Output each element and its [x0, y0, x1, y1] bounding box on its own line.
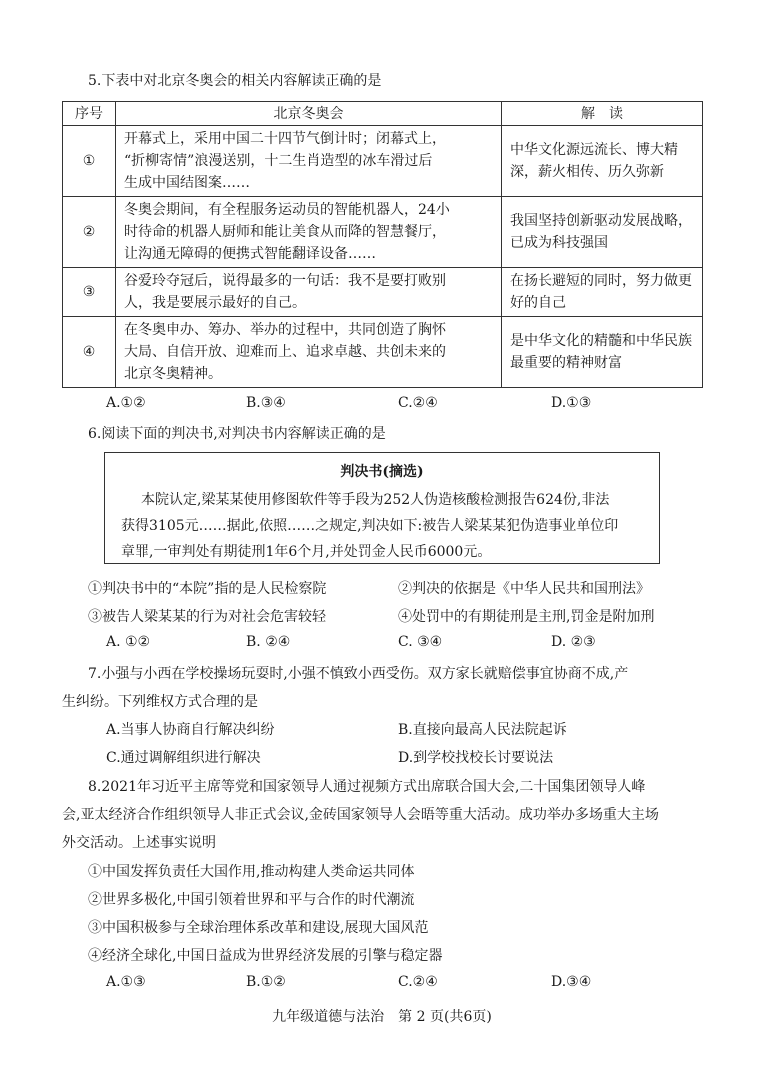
header-reading: 解 读	[502, 102, 703, 126]
row-content	[116, 317, 502, 388]
table-row	[63, 317, 703, 388]
q6-statement-2: ②判决的依据是《中华人民共和国刑法》	[398, 581, 650, 597]
reading-line: 深，薪火相传、历久弥新	[510, 164, 664, 180]
reading-line: 在扬长避短的同时，努力做更	[510, 273, 692, 289]
table-row	[63, 268, 703, 317]
q8-stem-line-3: 外交活动。上述事实说明	[62, 835, 216, 851]
option-b[interactable]: B. ②④	[246, 634, 291, 650]
option-b[interactable]: B.③④	[246, 395, 286, 411]
q8-stem-line-2: 会,亚太经济合作组织领导人非正式会议,金砖国家领导人会晤等重大活动。成功举办多场重大主场	[62, 807, 659, 823]
q6-statement-3: ③被告人梁某某的行为对社会危害较轻	[88, 609, 326, 625]
content-line: “折柳寄情”浪漫送别，十二生肖造型的冰车滑过后	[124, 153, 433, 169]
option-a[interactable]: A.①②	[106, 395, 146, 411]
q8-stem-line-1: 8.2021年习近平主席等党和国家领导人通过视频方式出席联合国大会,二十国集团领导人峰	[88, 779, 646, 795]
content-line: 人，我是要展示最好的自己。	[124, 295, 306, 311]
row-content	[116, 126, 502, 197]
q8-statement-3: ③中国积极参与全球治理体系改革和建设,展现大国风范	[88, 920, 429, 936]
option-d[interactable]: D.到学校找校长讨要说法	[398, 750, 554, 766]
content-line: 谷爱玲夺冠后，说得最多的一句话：我不是要打败别	[124, 273, 446, 289]
q7-stem-line-1: 7.小强与小西在学校操场玩耍时,小强不慎致小西受伤。双方家长就赔偿事宜协商不成,产	[88, 666, 629, 682]
row-reading	[502, 197, 703, 268]
content-line: 北京冬奥精神。	[124, 366, 222, 382]
content-line: 冬奥会期间，有全程服务运动员的智能机器人，24小	[124, 202, 450, 218]
reading-line: 是中华文化的精髓和中华民族	[510, 333, 692, 349]
content-line: 让沟通无障碍的便携式智能翻译设备……	[124, 246, 376, 262]
page-footer: 九年级道德与法治 第 2 页(共6页)	[272, 1009, 492, 1025]
q5-table-header	[63, 102, 703, 126]
judgment-line: 本院认定,梁某某使用修图软件等手段为252人伪造核酸检测报告624份,非法	[141, 492, 610, 508]
q5-stem: 5.下表中对北京冬奥会的相关内容解读正确的是	[88, 73, 382, 89]
row-reading	[502, 268, 703, 317]
judgment-line: 获得3105元……据此,依照……之规定,判决如下:被告人梁某某犯伪造事业单位印	[121, 518, 619, 534]
reading-line: 最重要的精神财富	[510, 355, 622, 371]
option-c[interactable]: C.②④	[398, 974, 438, 990]
q8-statement-1: ①中国发挥负责任大国作用,推动构建人类命运共同体	[88, 864, 415, 880]
judgment-line: 章罪,一审判处有期徒刑1年6个月,并处罚金人民币6000元。	[121, 544, 492, 560]
table-row	[63, 197, 703, 268]
q8-statement-2: ②世界多极化,中国引领着世界和平与合作的时代潮流	[88, 892, 415, 908]
option-a[interactable]: A.当事人协商自行解决纠纷	[106, 722, 275, 738]
reading-line: 中华文化源远流长、博大精	[510, 142, 678, 158]
q8-statement-4: ④经济全球化,中国日益成为世界经济发展的引擎与稳定器	[88, 948, 443, 964]
content-line: 生成中国结图案……	[124, 175, 250, 191]
row-reading	[502, 317, 703, 388]
option-d[interactable]: D.①③	[551, 395, 592, 411]
row-content	[116, 268, 502, 317]
content-line: 大局、自信开放、迎难而上、追求卓越、共创未来的	[124, 344, 446, 360]
option-b[interactable]: B.①②	[246, 974, 286, 990]
table-row	[63, 126, 703, 197]
q6-statement-1: ①判决书中的“本院”指的是人民检察院	[88, 581, 327, 597]
row-number: ②	[63, 197, 116, 268]
reading-line: 已成为科技强国	[510, 235, 608, 251]
q5-table	[62, 101, 703, 388]
option-a[interactable]: A.①③	[106, 974, 146, 990]
option-d[interactable]: D.③④	[551, 974, 592, 990]
option-d[interactable]: D. ②③	[551, 634, 596, 650]
content-line: 开幕式上，采用中国二十四节气倒计时；闭幕式上，	[124, 131, 446, 147]
row-number: ③	[63, 268, 116, 317]
row-number: ①	[63, 126, 116, 197]
judgment-box	[104, 452, 660, 564]
row-reading	[502, 126, 703, 197]
header-num: 序号	[63, 102, 116, 126]
row-number: ④	[63, 317, 116, 388]
option-a[interactable]: A. ①②	[106, 634, 151, 650]
q6-statement-4: ④处罚中的有期徒刑是主刑,罚金是附加刑	[398, 609, 655, 625]
content-line: 时待命的机器人厨师和能让美食从而降的智慧餐厅，	[124, 224, 446, 240]
header-content: 北京冬奥会	[116, 102, 502, 126]
option-c[interactable]: C.通过调解组织进行解决	[106, 750, 261, 766]
row-content	[116, 197, 502, 268]
reading-line: 我国坚持创新驱动发展战略，	[510, 213, 692, 229]
reading-line: 好的自己	[510, 295, 566, 311]
option-b[interactable]: B.直接向最高人民法院起诉	[398, 722, 567, 738]
content-line: 在冬奥申办、筹办、举办的过程中，共同创造了胸怀	[124, 322, 446, 338]
option-c[interactable]: C. ③④	[398, 634, 443, 650]
judgment-title: 判决书(摘选)	[340, 464, 424, 480]
option-c[interactable]: C.②④	[398, 395, 438, 411]
q7-stem-line-2: 生纠纷。下列维权方式合理的是	[62, 694, 258, 710]
q6-stem: 6.阅读下面的判决书,对判决书内容解读正确的是	[88, 426, 386, 442]
